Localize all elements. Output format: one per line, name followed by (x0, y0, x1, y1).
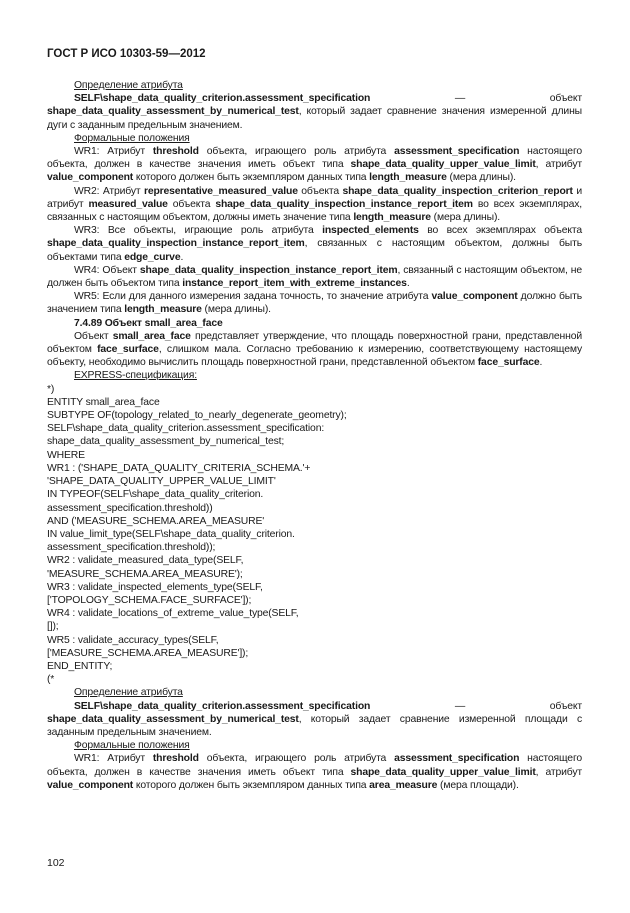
bold-term: SELF\shape_data_quality_criterion.assessment_specification (74, 93, 371, 105)
formal-propositions-heading-2: Формальные положения (74, 740, 190, 752)
text-run: во всех экземплярах объекта (418, 225, 582, 237)
text-run: , который задает сравнение измеренной площади с заданным предельным значением. (47, 713, 582, 738)
text-run: — объект (370, 700, 582, 712)
formal-proposition (47, 224, 582, 264)
code-line: WR1 : ('SHAPE_DATA_QUALITY_CRITERIA_SCHEMA.'+ (47, 462, 311, 474)
code-line: IN TYPEOF(SELF\shape_data_quality_criterion. (47, 489, 264, 501)
code-line: ENTITY small_area_face (47, 396, 160, 408)
code-line: WR2 : validate_measured_data_type(SELF, (47, 555, 244, 567)
express-code (47, 383, 582, 687)
bold-term: length_measure (124, 304, 202, 316)
text-run: и атрибут (47, 185, 582, 210)
text-run: WR3: Все объекты, играющие роль атрибута (74, 225, 323, 237)
text-run: (мера длины). (430, 212, 501, 224)
text-run: , атрибут (535, 766, 582, 778)
bold-term: length_measure (369, 172, 447, 184)
text-run: . (539, 357, 543, 369)
code-line: SELF\shape_data_quality_criterion.assessment_specification: (47, 423, 325, 435)
bold-term: threshold (152, 753, 199, 765)
text-run: объекта, играющего роль атрибута (198, 753, 395, 765)
code-line: WR5 : validate_accuracy_types(SELF, (47, 634, 219, 646)
bold-term: shape_data_quality_inspection_criterion_report (342, 185, 573, 197)
bold-term: SELF\shape_data_quality_criterion.assessment_specification (74, 700, 371, 712)
code-line: assessment_specification.threshold)); (47, 542, 216, 554)
code-line: []); (47, 621, 59, 633)
text-run: WR1: Атрибут (74, 146, 153, 158)
text-run: , атрибут (535, 159, 582, 171)
formal-proposition (47, 290, 582, 316)
code-line: shape_data_quality_assessment_by_numerical_test; (47, 436, 285, 448)
bold-term: threshold (152, 146, 199, 158)
code-line: assessment_specification.threshold)) (47, 502, 213, 514)
attribute-definition-heading-2: Определение атрибута (74, 687, 183, 699)
bold-term: shape_data_quality_inspection_instance_report_item (139, 264, 398, 276)
attribute-definition-2 (47, 700, 582, 740)
bold-term: shape_data_quality_inspection_instance_report_item (215, 198, 473, 210)
code-line: ['TOPOLOGY_SCHEMA.FACE_SURFACE']); (47, 594, 252, 606)
text-run: , связанный с настоящим объектом, не должен быть объектом типа (47, 264, 582, 290)
document-body (47, 79, 582, 792)
bold-term: value_component (47, 172, 134, 184)
bold-term: value_component (431, 291, 518, 303)
text-run: объекта, играющего роль атрибута (198, 146, 395, 158)
text-run: (мера длины). (201, 304, 271, 316)
text-run: WR4: Объект (74, 264, 140, 276)
bold-term: assessment_specification (394, 753, 520, 765)
code-line: WR4 : validate_locations_of_extreme_value_type(SELF, (47, 608, 299, 620)
text-run: настоящего объекта, должен в качестве значения иметь объект типа (47, 753, 582, 778)
text-run: которого должен быть экземпляром данных типа (133, 172, 370, 184)
bold-term: inspected_elements (322, 225, 419, 237)
text-run: настоящего объекта, должен в качестве значения иметь объект типа (47, 146, 582, 171)
formal-proposition (47, 145, 582, 185)
code-line: END_ENTITY; (47, 660, 113, 672)
bold-term: shape_data_quality_assessment_by_numerical_test (47, 106, 299, 118)
code-line: 'MEASURE_SCHEMA.AREA_MEASURE'); (47, 568, 243, 580)
text-run: (мера площади). (437, 779, 519, 791)
code-line: SUBTYPE OF(topology_related_to_nearly_degenerate_geometry); (47, 410, 347, 422)
text-run: , слишком мала. Согласно требованию к измерению, соответствующему настоящему объекту, необходимо вычислить площадь поверхностной грани, представленной объектом (47, 344, 582, 369)
text-run: WR2: Атрибут (74, 185, 144, 197)
text-run: , который задает сравнение значения измеренной длины дуги с заданным предельным значением. (47, 106, 582, 131)
bold-term: shape_data_quality_inspection_instance_report_item (47, 238, 305, 250)
bold-term: area_measure (369, 779, 438, 791)
text-run: . (406, 278, 410, 290)
bold-term: face_surface (477, 357, 540, 369)
attribute-definition-heading: Определение атрибута (74, 80, 183, 91)
attribute-definition (47, 92, 582, 132)
formal-proposition (47, 264, 582, 290)
code-line: ['MEASURE_SCHEMA.AREA_MEASURE']); (47, 647, 249, 659)
text-run: , связанных с настоящим объектом, должны быть объектами типа (47, 238, 582, 263)
bold-term: length_measure (353, 212, 431, 224)
formal-propositions-heading: Формальные положения (74, 132, 190, 144)
text-run: объекта (297, 185, 343, 197)
code-line: IN value_limit_type(SELF\shape_data_quality_criterion. (47, 528, 295, 540)
text-run: объекта (167, 198, 216, 210)
code-line: WHERE (47, 449, 85, 461)
section-heading: 7.4.89 Объект small_area_face (74, 317, 223, 329)
bold-term: shape_data_quality_assessment_by_numerical_test (47, 713, 299, 725)
text-run: во всех экземплярах, связанных с настоящим объектом, должны иметь значение типа (47, 198, 582, 224)
code-line: *) (47, 383, 55, 395)
bold-term: shape_data_quality_upper_value_limit (350, 766, 536, 778)
bold-term: value_component (47, 779, 134, 791)
text-run: — объект (370, 93, 582, 105)
formal-propositions-list (47, 145, 582, 317)
code-line: 'SHAPE_DATA_QUALITY_UPPER_VALUE_LIMIT' (47, 476, 276, 488)
text-run: WR1: Атрибут (74, 753, 153, 765)
page-header: ГОСТ Р ИСО 10303-59—2012 (47, 48, 206, 60)
text-run: WR5: Если для данного измерения задана точность, то значение атрибута (74, 291, 432, 303)
section-intro (47, 330, 582, 370)
bold-term: face_surface (97, 344, 159, 356)
bold-term: measured_value (88, 198, 168, 210)
bold-term: assessment_specification (394, 146, 520, 158)
bold-term: small_area_face (112, 330, 191, 342)
text-run: Объект (74, 330, 113, 342)
formal-proposition (47, 185, 582, 225)
formal-proposition-2 (47, 752, 582, 792)
express-heading: EXPRESS-спецификация: (74, 370, 197, 382)
code-line: (* (47, 674, 55, 686)
text-run: . (180, 251, 184, 263)
bold-term: instance_report_item_with_extreme_instances (182, 278, 407, 290)
text-run: представляет утверждение, что площадь поверхностной грани, представленной объектом (47, 330, 582, 356)
bold-term: representative_measured_value (143, 185, 298, 197)
code-line: WR3 : validate_inspected_elements_type(SELF, (47, 581, 263, 593)
text-run: которого должен быть экземпляром данных типа (133, 779, 370, 791)
bold-term: edge_curve (124, 251, 181, 263)
page-number: 102 (47, 857, 65, 869)
text-run: (мера длины). (446, 172, 516, 184)
bold-term: shape_data_quality_upper_value_limit (350, 159, 536, 171)
text-run: должно быть значением типа (47, 291, 582, 316)
code-line: AND ('MEASURE_SCHEMA.AREA_MEASURE' (47, 515, 265, 527)
